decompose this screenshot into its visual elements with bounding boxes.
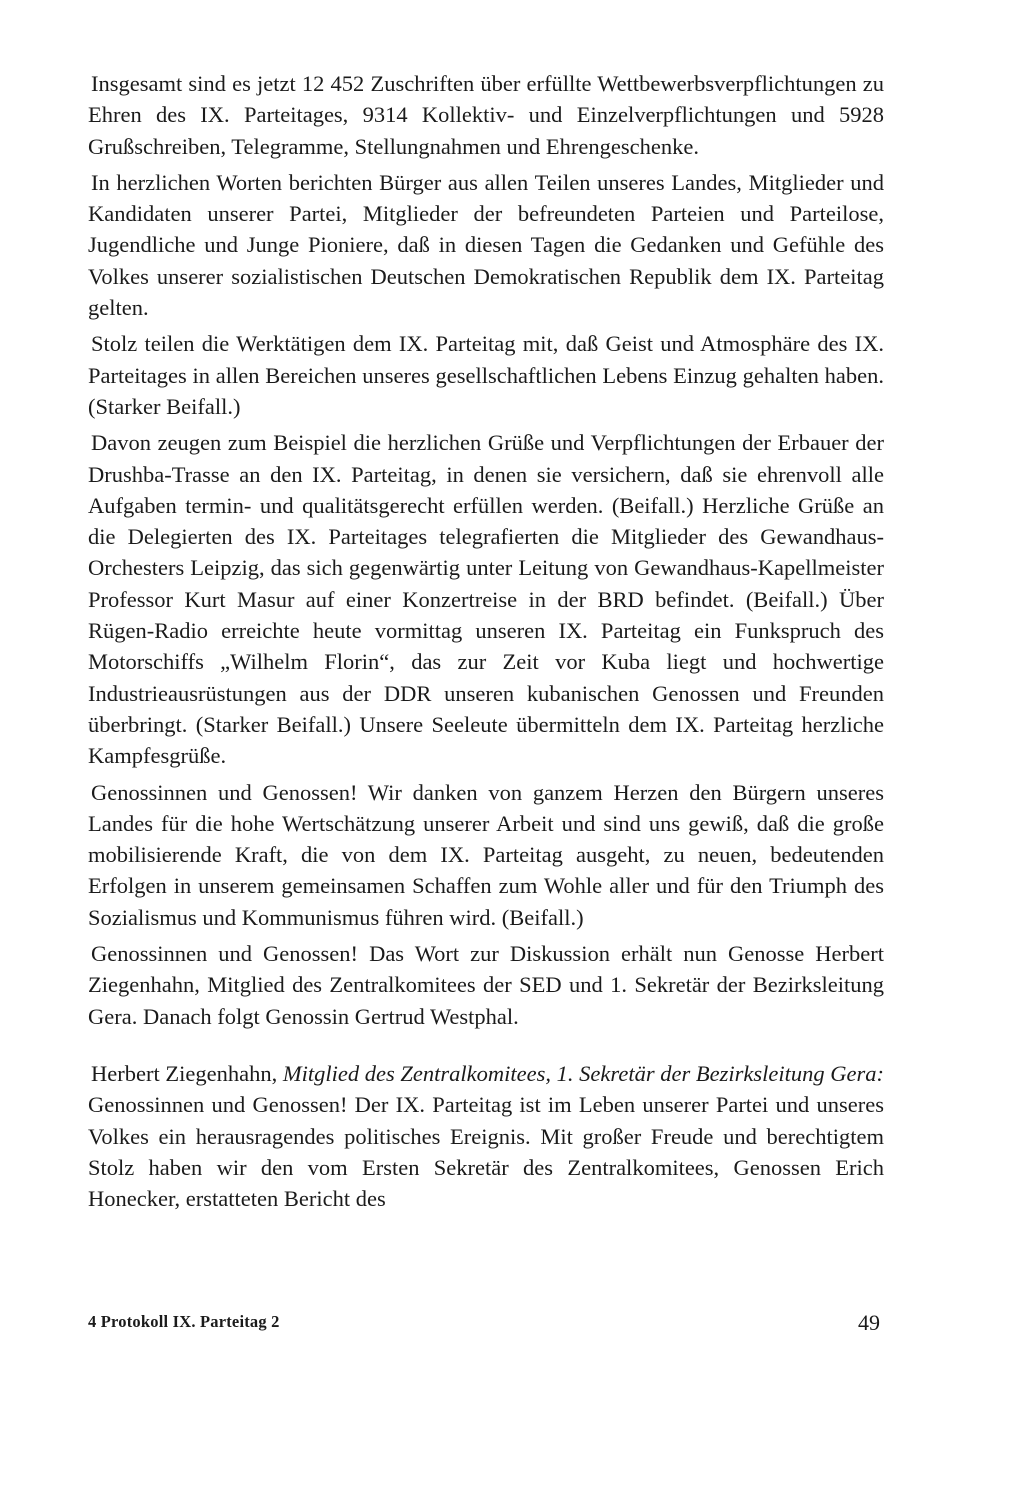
paragraph-thanks: Genossinnen und Genossen! Wir danken von ganzem Herzen den Bürgern unseres Landes für die hohe Wertschätzung unserer Arbeit und sind uns gewiß, daß die große mobilisierende Kraft, die von dem IX. Parteitag ausgeht, zu neuen, bedeutenden Erfolgen in unserem gemeinsamen Schaffen zum Wohle aller und für den Triumph des Sozialismus und Kommunismus führen wird. (Beifall.) [88,779,884,930]
paragraph-workers-pride: Stolz teilen die Werktätigen dem IX. Parteitag mit, daß Geist und Atmosphäre des IX. Parteitages in allen Bereichen unseres gesellschaftlichen Lebens Einzug gehalten haben. (Starker Beifall.) [88,331,884,419]
paragraph-greetings: Davon zeugen zum Beispiel die herzlichen Grüße und Verpflichtungen der Erbauer der Drushba-Trasse an den IX. Parteitag, in denen sie versichern, daß sie ehrenvoll alle Aufgaben termin- und qualitätsgerecht erfüllen werden. (Beifall.) Herzliche Grüße an die Delegierten des IX. Parteitages telegrafierten die Mitglieder des Gewandhaus-Orchesters Leipzig, das sich gegenwärtig unter Leitung von Gewandhaus-Kapellmeister Professor Kurt Masur auf einer Konzertreise in der BRD befindet. (Beifall.) Über Rügen-Radio erreichte heute vormittag unseren IX. Parteitag ein Funkspruch des Motorschiffs „Wilhelm Florin“, das zur Zeit vor Kuba liegt und hochwertige Industrieausrüstungen aus der DDR unseren kubanischen Genossen und Freunden überbringt. (Starker Beifall.) Unsere Seeleute übermitteln dem IX. Parteitag herzliche Kampfesgrüße. [88,430,884,769]
page-number: 49 [858,1310,880,1335]
page-body [88,68,884,1219]
footer-signature: 4 Protokoll IX. Parteitag 2 [88,1312,280,1331]
speech-paragraph [88,1058,884,1214]
page-footer [88,1308,884,1348]
speaker-name: Herbert Ziegenhahn, [91,1060,278,1086]
speech-text: Genossinnen und Genossen! Der IX. Parteitag ist im Leben unserer Partei und unseres Volkes ein herausragendes politisches Ereignis. Mit großer Freude und berechtigtem Stolz haben wir den vom Ersten Sekretär des Zentralkomitees, Genossen Erich Honecker, erstatteten Bericht des [88,1092,884,1212]
speaker-role: Mitglied des Zentralkomitees, 1. Sekretär der Bezirksleitung Gera: [282,1060,884,1086]
paragraph-submissions: Insgesamt sind es jetzt 12 452 Zuschriften über erfüllte Wettbewerbsverpflichtungen zu Ehren des IX. Parteitages, 9314 Kollektiv- und Einzelverpflichtungen und 5928 Grußschreiben, Telegramme, Stellungnahmen und Ehrengeschenke. [88,71,884,159]
paragraph-next-speaker: Genossinnen und Genossen! Das Wort zur Diskussion erhält nun Genosse Herbert Ziegenhahn, Mitglied des Zentralkomitees der SED und 1. Sekretär der Bezirksleitung Gera. Danach folgt Genossin Gertrud Westphal. [88,941,884,1029]
paragraph-citizens-report: In herzlichen Worten berichten Bürger aus allen Teilen unseres Landes, Mitglieder und Kandidaten unserer Partei, Mitglieder der befreundeten Parteien und Parteilose, Jugendliche und Junge Pioniere, daß in diesen Tagen die Gedanken und Gefühle des Volkes unserer sozialistischen Deutschen Demokratischen Republik dem IX. Parteitag gelten. [88,169,884,321]
